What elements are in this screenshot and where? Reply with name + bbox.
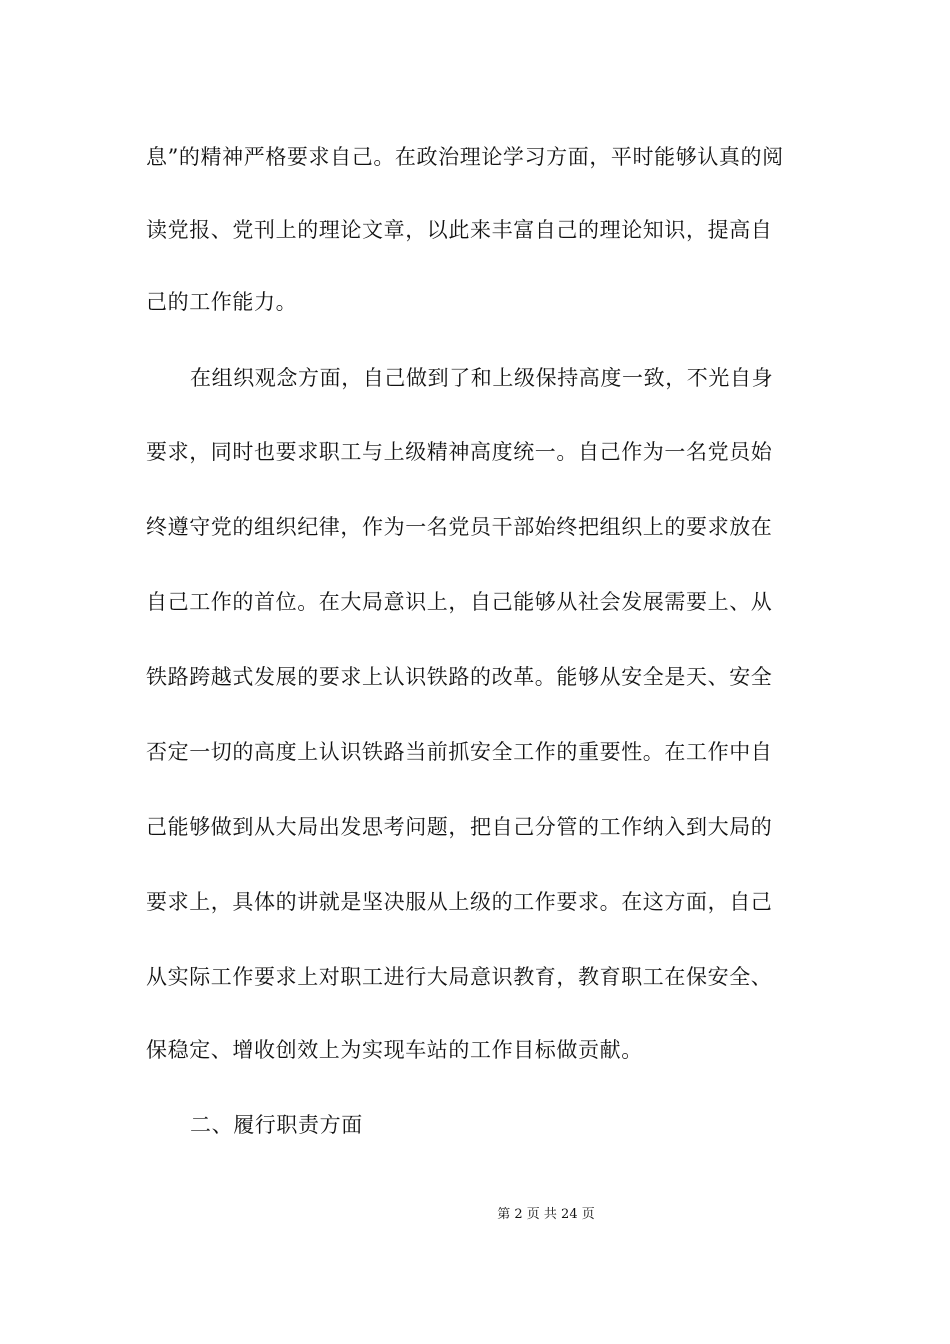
section-heading: 二、履行职责方面 [190,1113,363,1137]
text-line: 终遵守党的组织纪律，作为一名党员干部始终把组织上的要求放在 [146,515,773,539]
text-line: 要求上，具体的讲就是坚决服从上级的工作要求。在这方面，自己 [146,890,773,914]
text-line: 铁路跨越式发展的要求上认识铁路的改革。能够从安全是天、安全 [146,665,773,689]
text-line: 保稳定、增收创效上为实现车站的工作目标做贡献。 [146,1038,643,1062]
text-line: 读党报、党刊上的理论文章，以此来丰富自己的理论知识，提高自 [146,218,773,242]
text-line: 自己工作的首位。在大局意识上，自己能够从社会发展需要上、从 [146,590,773,614]
text-line: 息”的精神严格要求自己。在政治理论学习方面，平时能够认真的阅 [146,145,784,169]
text-line: 要求，同时也要求职工与上级精神高度统一。自己作为一名党员始 [146,440,773,464]
text-line: 否定一切的高度上认识铁路当前抓安全工作的重要性。在工作中自 [146,740,773,764]
page-number-footer: 第 2 页 共 24 页 [497,1207,595,1222]
paragraph-first-line: 在组织观念方面，自己做到了和上级保持高度一致，不光自身 [190,366,774,390]
text-line: 己能够做到从大局出发思考问题，把自己分管的工作纳入到大局的 [146,815,773,839]
text-line: 己的工作能力。 [146,290,298,314]
text-line: 从实际工作要求上对职工进行大局意识教育，教育职工在保安全、 [146,965,773,989]
